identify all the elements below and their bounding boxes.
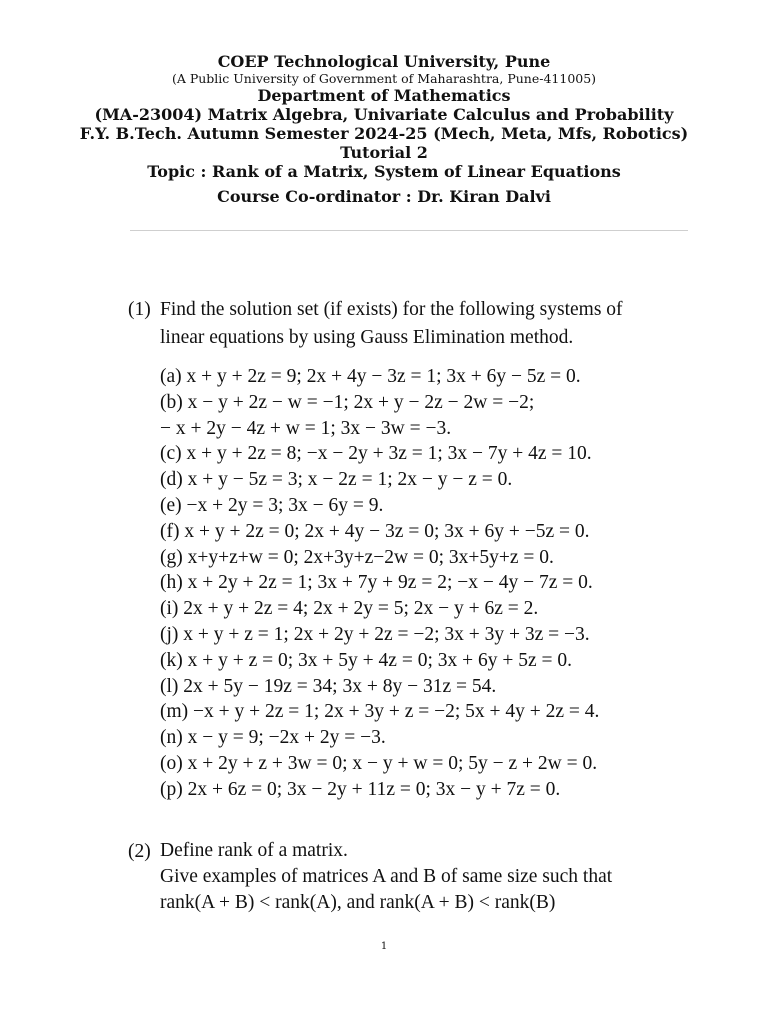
department-name: Department of Mathematics [257,86,511,105]
equation-item-i: (i) 2x + y + 2z = 4; 2x + 2y = 5; 2x − y + 6z = 2. [160,598,539,620]
question-text-line: linear equations by using Gauss Elimination method. [160,327,574,348]
document-header [0,52,768,206]
question-text-line: Find the solution set (if exists) for the following systems of [160,299,623,320]
page-number: 1 [380,941,388,952]
equation-item-g: (g) x+y+z+w = 0; 2x+3y+z−2w = 0; 3x+5y+z = 0. [160,546,554,568]
equation-item-f: (f) x + y + 2z = 0; 2x + 4y − 3z = 0; 3x + 6y + −5z = 0. [160,520,590,542]
university-name: COEP Technological University, Pune [217,52,551,71]
university-subtitle: (A Public University of Government of Maharashtra, Pune-411005) [171,71,597,86]
equation-item-b: (b) x − y + 2z − w = −1; 2x + y − 2z − 2w = −2; [160,391,535,413]
equation-item-m: (m) −x + y + 2z = 1; 2x + 3y + z = −2; 5x + 4y + 2z = 4. [160,701,600,723]
equation-item-b-continued: − x + 2y − 4z + w = 1; 3x − 3w = −3. [160,417,452,439]
question-1 [128,296,718,803]
equation-item-o: (o) x + 2y + z + 3w = 0; x − y + w = 0; 5y − z + 2w = 0. [160,752,598,774]
question-number: (2) [128,841,151,862]
header-divider [130,230,688,231]
equation-item-h: (h) x + 2y + 2z = 1; 3x + 7y + 9z = 2; −x − 4y − 7z = 0. [160,572,593,594]
course-coordinator: Course Co-ordinator : Dr. Kiran Dalvi [217,187,551,206]
equation-item-j: (j) x + y + z = 1; 2x + 2y + 2z = −2; 3x + 3y + 3z = −3. [160,623,590,645]
equation-item-e: (e) −x + 2y = 3; 3x − 6y = 9. [160,494,384,516]
semester-line: F.Y. B.Tech. Autumn Semester 2024-25 (Mech, Meta, Mfs, Robotics) [79,124,689,143]
equation-list [160,364,718,803]
equation-item-c: (c) x + y + 2z = 8; −x − 2y + 3z = 1; 3x − 7y + 4z = 10. [160,443,592,465]
equation-item-n: (n) x − y = 9; −2x + 2y = −3. [160,727,386,749]
equation-item-d: (d) x + y − 5z = 3; x − 2z = 1; 2x − y − z = 0. [160,469,513,491]
question-number: (1) [128,299,151,320]
question-text-line: Give examples of matrices A and B of same size such that [160,866,613,887]
course-title: (MA-23004) Matrix Algebra, Univariate Calculus and Probability [94,105,674,124]
question-2 [128,838,718,916]
equation-item-p: (p) 2x + 6z = 0; 3x − 2y + 11z = 0; 3x − y + 7z = 0. [160,778,561,800]
question-text-line: Define rank of a matrix. [160,840,348,861]
equation-item-l: (l) 2x + 5y − 19z = 34; 3x + 8y − 31z = 54. [160,675,497,697]
topic-line: Topic : Rank of a Matrix, System of Linear Equations [147,162,621,181]
equation-item-k: (k) x + y + z = 0; 3x + 5y + 4z = 0; 3x + 6y + 5z = 0. [160,649,573,671]
equation-item-a: (a) x + y + 2z = 9; 2x + 4y − 3z = 1; 3x + 6y − 5z = 0. [160,366,581,387]
question-text-line: rank(A + B) < rank(A), and rank(A + B) < rank(B) [160,892,556,913]
tutorial-title: Tutorial 2 [340,143,428,162]
